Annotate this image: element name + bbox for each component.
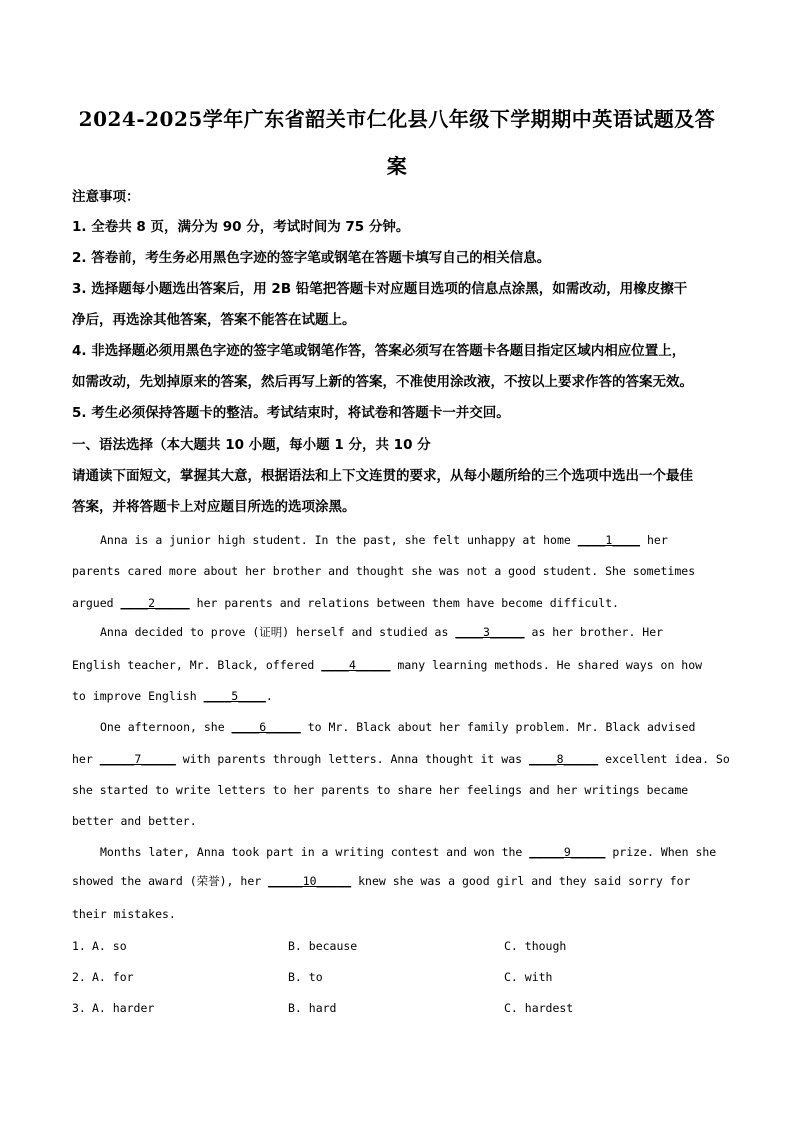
note-4-line-1: 4. 非选择题必须用黑色字迹的签字笔或钢笔作答，答案必须写在答题卡各题目指定区域内相应位置上， — [72, 343, 686, 359]
blank-10: _____10_____ — [268, 874, 352, 888]
question-options-row — [72, 931, 732, 962]
passage-line: parents cared more about her brother and thought she was not a good student. She sometimes — [72, 564, 696, 578]
passage-line: better and better. — [72, 814, 197, 828]
question-options-row — [72, 962, 732, 993]
title-line-2: 案 — [386, 154, 408, 178]
notes-heading: 注意事项： — [72, 189, 140, 205]
question-number: 2. — [72, 970, 86, 984]
option-a: A. so — [92, 939, 127, 953]
option-b: B. because — [288, 939, 358, 953]
blank-3: ____3_____ — [455, 625, 525, 639]
section-instructions-line-1: 请通读下面短文，掌握其大意，根据语法和上下文连贯的要求，从每小题所给的三个选项中选出一个最佳 — [72, 468, 693, 484]
passage-line: her _____7_____ with parents through letters. Anna thought it was ____8_____ excellent idea. So — [72, 752, 730, 766]
blank-6: ____6_____ — [231, 720, 301, 734]
passage-line: their mistakes. — [72, 907, 176, 921]
note-3-line-1: 3. 选择题每小题选出答案后，用 2B 铅笔把答题卡对应题目选项的信息点涂黑，如需改动，用橡皮擦干 — [72, 281, 688, 297]
blank-4: ____4_____ — [321, 658, 391, 672]
passage-line: Anna decided to prove (证明) herself and studied as ____3_____ as her brother. Her — [100, 625, 664, 639]
title-line-1: 2024-2025学年广东省韶关市仁化县八年级下学期期中英语试题及答 — [78, 107, 716, 131]
note-2: 2. 答卷前，考生务必用黑色字迹的签字笔或钢笔在答题卡填写自己的相关信息。 — [72, 250, 551, 266]
question-number: 1. — [72, 939, 86, 953]
section-heading: 一、语法选择（本大题共 10 小题，每小题 1 分，共 10 分 — [72, 437, 431, 453]
passage-line: Months later, Anna took part in a writing contest and won the _____9_____ prize. When she — [100, 845, 717, 859]
passage-line: to improve English ____5____. — [72, 689, 273, 703]
document-title — [60, 96, 734, 190]
question-number: 3. — [72, 1001, 86, 1015]
note-4-line-2: 如需改动，先划掉原来的答案，然后再写上新的答案，不准使用涂改液，不按以上要求作答的答案无效。 — [72, 374, 693, 390]
passage-line: she started to write letters to her parents to share her feelings and her writings became — [72, 783, 689, 797]
passage-line: argued ____2_____ her parents and relations between them have become difficult. — [72, 596, 619, 610]
blank-7: _____7_____ — [99, 752, 176, 766]
option-c: C. with — [504, 970, 553, 984]
option-b: B. hard — [288, 1001, 337, 1015]
option-c: C. though — [504, 939, 567, 953]
passage-line: One afternoon, she ____6_____ to Mr. Black about her family problem. Mr. Black advised — [100, 720, 696, 734]
option-b: B. to — [288, 970, 323, 984]
question-options-row — [72, 993, 732, 1024]
option-c: C. hardest — [504, 1001, 574, 1015]
blank-2: ____2_____ — [120, 596, 190, 610]
blank-1: ____1____ — [577, 533, 641, 547]
section-instructions-line-2: 答案，并将答题卡上对应题目所选的选项涂黑。 — [72, 499, 356, 515]
note-3-line-2: 净后，再选涂其他答案，答案不能答在试题上。 — [72, 312, 356, 328]
option-a: A. for — [92, 970, 134, 984]
note-1: 1. 全卷共 8 页，满分为 90 分，考试时间为 75 分钟。 — [72, 219, 410, 235]
option-a: A. harder — [92, 1001, 155, 1015]
blank-9: _____9_____ — [529, 845, 606, 859]
blank-8: ____8_____ — [528, 752, 599, 766]
passage-line: showed the award (荣誉), her _____10_____ knew she was a good girl and they said sorry for — [72, 874, 691, 888]
passage-line: English teacher, Mr. Black, offered ____4_____ many learning methods. He shared ways on how — [72, 658, 703, 672]
passage-line: Anna is a junior high student. In the past, she felt unhappy at home ____1____ her — [100, 533, 668, 547]
note-5: 5. 考生必须保持答题卡的整洁。考试结束时，将试卷和答题卡一并交回。 — [72, 405, 510, 421]
blank-5: ____5____ — [203, 689, 266, 703]
